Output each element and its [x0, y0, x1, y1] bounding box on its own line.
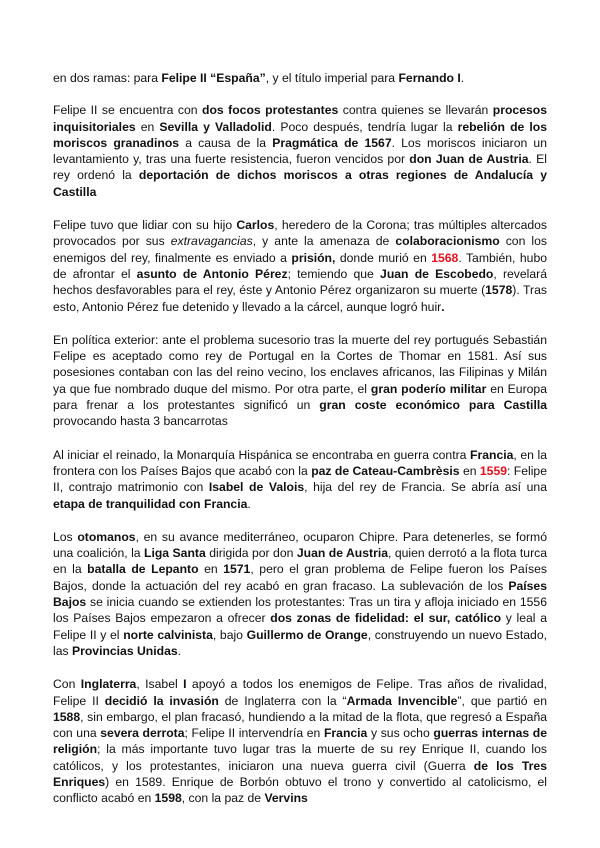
text-run: en: [459, 463, 480, 478]
bold-text-run: 1588: [53, 709, 81, 724]
bold-text-run: Isabel de Valois: [208, 480, 305, 495]
text-run: donde murió en: [335, 250, 432, 265]
bold-text-run: severa derrota: [100, 726, 185, 741]
text-run: .: [460, 71, 465, 85]
bold-text-run: colaboracionismo: [395, 234, 500, 249]
text-run: con los enemigos del rey, finalmente es enviado a: [53, 234, 547, 265]
bold-text-run: Países Bajos: [53, 578, 547, 610]
bold-text-run: 1598: [154, 791, 182, 806]
text-run: ; temiendo que: [287, 266, 381, 281]
bold-text-run: Vervins: [264, 791, 308, 806]
bold-text-run: Francia: [470, 447, 514, 462]
text-run: En política exterior: ante el problema sucesorio tras la muerte del rey portugués Sebastián Felipe es aceptado como rey de Portugal en la Cortes de Thomar en 1581. Así sus posesiones contaban con las del reino vecino, los enclaves africanos, las Filipinas y Milán ya que fue nombrado duque del mismo. Por otra parte, el: [53, 332, 547, 396]
text-run: , quien derrotó a la flota turca en la: [53, 546, 547, 577]
paragraph-ottomans-netherlands: [53, 529, 547, 659]
text-run: Felipe II se encuentra con: [53, 103, 203, 118]
bold-text-run: otomanos: [77, 529, 136, 544]
bold-text-run: 1571: [223, 562, 251, 577]
text-run: , y ante la amenaza de: [252, 234, 396, 249]
bold-text-run: Inglaterra: [80, 677, 137, 692]
text-run: , heredero de la Corona; tras múltiples altercados provocados por sus: [53, 218, 547, 249]
text-run: de Inglaterra con la “: [218, 693, 347, 708]
text-run: : Felipe II, contrajo matrimonio con: [53, 463, 547, 495]
text-run: en dos ramas: para: [53, 71, 162, 85]
bold-text-run: Francia: [323, 726, 368, 741]
bold-text-run: gran poderío militar: [370, 381, 487, 396]
bold-text-run: Felipe II “España”: [161, 71, 266, 85]
bold-text-run: 1578: [485, 283, 513, 298]
bold-text-run: 1559: [479, 463, 508, 478]
text-run: , pero el gran problema de Felipe fueron los Países Bajos, donde la actuación del rey acabó en gran fracaso. La sublevación de los: [53, 562, 547, 593]
text-run: .: [247, 496, 251, 511]
text-run: Al iniciar el reinado, la Monarquía Hispánica se encontraba en guerra contra: [53, 447, 471, 462]
text-run: se inicia cuando se extienden los protestantes: Tras un tira y afloja iniciado en 1556 los Países Bajos empezaron a ofrecer: [53, 595, 547, 626]
text-run: ; Felipe II intervendría en: [184, 726, 324, 741]
bold-text-run: batalla de Lepanto: [87, 562, 199, 577]
text-run: . El rey ordenó la: [53, 152, 548, 183]
text-run: en: [198, 562, 224, 577]
text-run: , hija del rey de Francia. Se abría así una: [304, 480, 547, 495]
text-run: Felipe tuvo que lidiar con su hijo: [53, 218, 237, 233]
text-run: contra quienes se llevarán: [338, 103, 493, 118]
text-run: , en su avance mediterráneo, ocuparon Chipre. Para detenerles, se formó una coalición, la: [53, 529, 547, 561]
bold-text-run: etapa de tranquilidad con Francia: [53, 496, 248, 511]
text-run: , Isabel: [136, 677, 184, 692]
bold-text-run: deportación de dichos moriscos a otras regiones de Andalucía y Castilla: [53, 168, 547, 199]
text-run: en Europa para frenar a los protestantes significó un: [53, 381, 547, 413]
bold-text-run: .: [441, 299, 445, 314]
bold-text-run: procesos inquisitoriales: [53, 103, 547, 134]
paragraph-succession: [53, 70, 547, 86]
bold-text-run: Sevilla y Valladolid: [159, 119, 272, 134]
text-run: ). Tras esto, Antonio Pérez fue detenido y llevado a la cárcel, aunque logró huir: [53, 283, 547, 314]
text-run: , revelará hechos desfavorables para el rey, éste y Antonio Pérez organizaron su muerte (: [53, 266, 547, 298]
text-run: .: [177, 643, 182, 658]
bold-text-run: Armada Invencible: [346, 693, 458, 708]
bold-text-run: guerras internas de religión: [53, 726, 547, 757]
text-run: , en la frontera con los Países Bajos que acabó con la: [53, 447, 547, 478]
bold-text-run: dos zonas de fidelidad: el sur, católico: [270, 611, 502, 626]
paragraph-england: [53, 676, 547, 806]
text-run: provocando hasta 3 bancarrotas: [53, 414, 228, 429]
text-run: , sin embargo, el plan fracasó, hundiendo a la mitad de la flota, que regresó a España con una: [53, 709, 547, 741]
text-run: y sus ocho: [367, 726, 434, 741]
text-run: dirigida por don: [205, 546, 297, 561]
bold-text-run: Fernando I: [398, 71, 461, 85]
bold-text-run: 1568: [431, 250, 459, 265]
bold-text-run: Carlos: [236, 218, 275, 233]
paragraph-france: [53, 447, 547, 512]
text-run: . Los moriscos iniciaron un levantamiento y, tras una fuerte resistencia, fueron vencidos por: [53, 135, 547, 167]
bold-text-run: gran coste económico para Castilla: [319, 398, 547, 413]
text-run: Los: [53, 529, 78, 544]
text-run: , y el título imperial para: [265, 71, 399, 85]
text-run: ) en 1589. Enrique de Borbón obtuvo el trono y convertido al catolicismo, el conflicto acabó en: [53, 774, 547, 806]
bold-text-run: asunto de Antonio Pérez: [136, 266, 288, 281]
bold-text-run: I: [183, 677, 187, 692]
bold-text-run: paz de Cateau-Cambrèsis: [311, 463, 460, 478]
paragraph-carlos-antonio-perez: [53, 217, 547, 315]
text-run: . También, hubo de afrontar el: [53, 250, 547, 281]
italic-text-run: extravagancias: [170, 234, 253, 249]
paragraph-protestants-moriscos: [53, 102, 547, 200]
bold-text-run: Guillermo de Orange: [246, 627, 368, 642]
text-run: apoyó a todos los enemigos de Felipe. Tras años de rivalidad, Felipe II: [53, 677, 547, 708]
bold-text-run: Pragmática de 1567: [272, 135, 392, 150]
text-run: y leal a Felipe II y el: [53, 611, 547, 642]
text-run: ; la más importante tuvo lugar tras la muerte de su rey Enrique II, cuando los católicos, y los protestantes, iniciaron una nueva guerra civil (Guerra: [53, 742, 547, 773]
bold-text-run: Juan de Escobedo: [380, 266, 494, 281]
bold-text-run: norte calvinista: [123, 627, 213, 642]
bold-text-run: Provincias Unidas: [71, 643, 178, 658]
bold-text-run: dos focos protestantes: [202, 103, 339, 118]
text-run: . Poco después, tendría lugar la: [271, 119, 458, 134]
text-run: Con: [53, 677, 81, 692]
bold-text-run: prisión,: [291, 250, 336, 265]
text-run: , con la paz de: [181, 791, 265, 806]
text-run: ”, que partió en: [457, 693, 547, 708]
bold-text-run: rebelión de los moriscos granadinos: [53, 119, 547, 150]
bold-text-run: don Juan de Austria: [409, 152, 529, 167]
text-run: , construyendo un nuevo Estado, las: [53, 627, 547, 658]
paragraph-foreign-policy-portugal: [53, 332, 547, 430]
bold-text-run: Juan de Austria: [296, 546, 388, 561]
bold-text-run: Liga Santa: [144, 546, 206, 561]
text-run: , bajo: [212, 627, 247, 642]
text-run: en: [135, 119, 160, 134]
bold-text-run: de los Tres Enriques: [53, 758, 547, 789]
bold-text-run: decidió la invasión: [104, 693, 219, 708]
text-run: a causa de la: [179, 135, 273, 150]
